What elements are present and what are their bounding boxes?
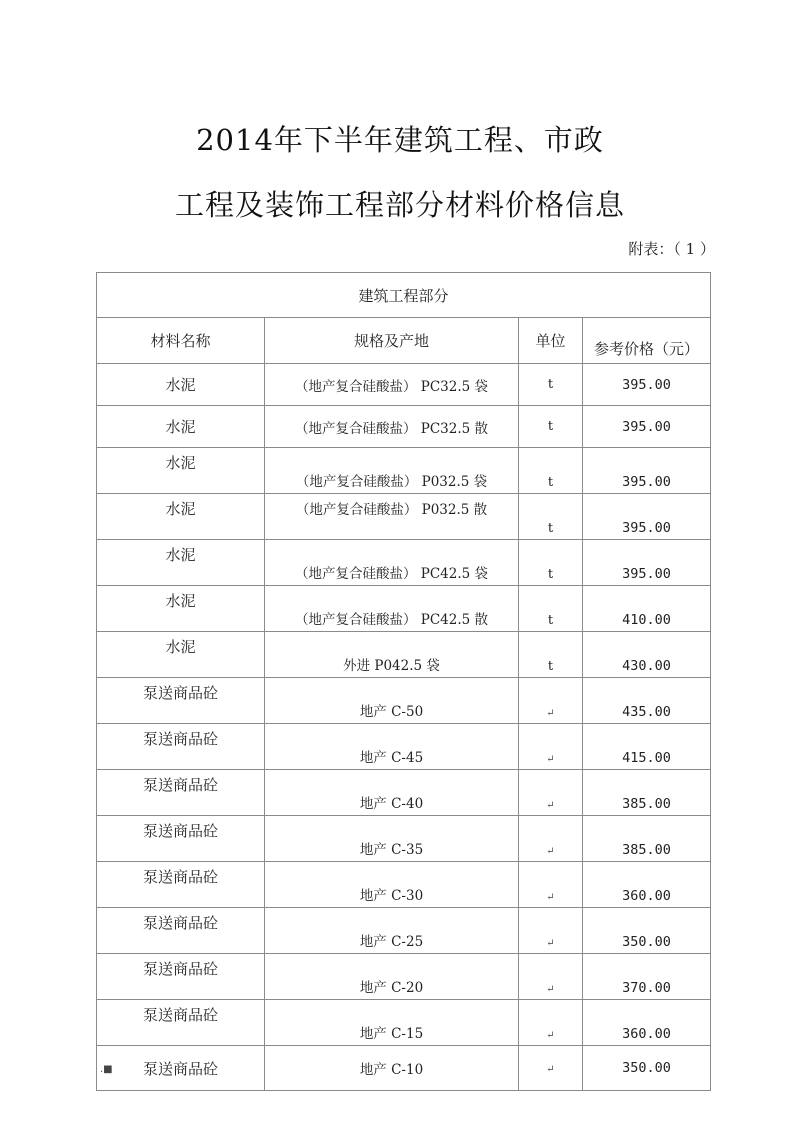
return-mark-icon: ↵ [546, 1063, 555, 1075]
cell-unit [519, 1046, 583, 1091]
cell-spec: 地产 C-15 [265, 1000, 519, 1046]
cell-unit [519, 770, 583, 816]
cell-unit [519, 1000, 583, 1046]
column-header-spec-origin: 规格及产地 [265, 318, 519, 364]
column-header-unit: 单位 [519, 318, 583, 364]
return-mark-icon: ↵ [546, 846, 555, 857]
table-row [97, 1046, 711, 1091]
cell-unit [519, 954, 583, 1000]
cell-material-name: 水泥 [97, 586, 265, 632]
table-row [97, 724, 711, 770]
cell-spec: 外进 P042.5 袋 [265, 632, 519, 678]
cell-price: 360.00 [583, 1000, 711, 1046]
cell-unit: t [519, 586, 583, 632]
cell-material-name: 泵送商品砼 [97, 862, 265, 908]
cell-spec: （地产复合硅酸盐） PC32.5 袋 [265, 364, 519, 406]
cell-unit: t [519, 406, 583, 448]
document-title-line-2: 工程及装饰工程部分材料价格信息 [174, 188, 625, 222]
cell-price: 350.00 [583, 1046, 711, 1091]
cell-spec: （地产复合硅酸盐） PC42.5 散 [265, 586, 519, 632]
cell-price: 415.00 [583, 724, 711, 770]
table-row [97, 448, 711, 494]
cell-material-name: 泵送商品砼 [97, 816, 265, 862]
section-title: 建筑工程部分 [97, 273, 711, 318]
cell-price: 395.00 [583, 540, 711, 586]
cell-material-name: 水泥 [97, 364, 265, 406]
return-mark-icon: ↵ [546, 892, 555, 903]
cell-spec: 地产 C-35 [265, 816, 519, 862]
cell-unit: t [519, 540, 583, 586]
cell-price: 385.00 [583, 770, 711, 816]
cell-material-name: 水泥 [97, 632, 265, 678]
column-header-material-name: 材料名称 [97, 318, 265, 364]
cell-spec: （地产复合硅酸盐） PC42.5 袋 [265, 540, 519, 586]
cell-spec: 地产 C-50 [265, 678, 519, 724]
cell-material-name: 水泥 [97, 448, 265, 494]
cell-price: 435.00 [583, 678, 711, 724]
table-row [97, 678, 711, 724]
cell-price: 395.00 [583, 364, 711, 406]
cell-price: 360.00 [583, 862, 711, 908]
cell-material-name: 水泥 [97, 406, 265, 448]
price-table [96, 272, 711, 1091]
cell-material-name: 水泥 [97, 540, 265, 586]
table-row [97, 586, 711, 632]
column-header-reference-price: 参考价格（元） [583, 318, 711, 364]
table-row [97, 364, 711, 406]
cell-material-name: 泵送商品砼 [97, 908, 265, 954]
cell-material-name: 泵送商品砼 [97, 678, 265, 724]
cell-spec: （地产复合硅酸盐） P032.5 袋 [265, 448, 519, 494]
return-mark-icon: ↵ [546, 984, 555, 995]
return-mark-icon: ↵ [546, 800, 555, 811]
table-row [97, 406, 711, 448]
cell-material-name: 泵送商品砼 [97, 954, 265, 1000]
cell-material-name: 水泥 [97, 494, 265, 540]
document-title-line-1: 2014年下半年建筑工程、市政 [196, 123, 604, 157]
cell-spec: 地产 C-45 [265, 724, 519, 770]
footer-mark: .■ [100, 1064, 113, 1075]
cell-unit [519, 862, 583, 908]
cell-spec: 地产 C-40 [265, 770, 519, 816]
table-header-row [97, 318, 711, 364]
table-row [97, 862, 711, 908]
table-row [97, 540, 711, 586]
cell-price: 395.00 [583, 494, 711, 540]
table-row [97, 816, 711, 862]
cell-unit [519, 724, 583, 770]
return-mark-icon: ↵ [546, 754, 555, 765]
table-row [97, 954, 711, 1000]
cell-price: 370.00 [583, 954, 711, 1000]
cell-spec: 地产 C-10 [265, 1046, 519, 1091]
cell-spec: 地产 C-30 [265, 862, 519, 908]
return-mark-icon: ↵ [546, 938, 555, 949]
cell-spec: （地产复合硅酸盐） PC32.5 散 [265, 406, 519, 448]
table-row [97, 632, 711, 678]
cell-price: 430.00 [583, 632, 711, 678]
cell-unit: t [519, 448, 583, 494]
appendix-label: 附表：（ 1 ） [628, 240, 715, 258]
return-mark-icon: ↵ [546, 1030, 555, 1041]
cell-unit: t [519, 364, 583, 406]
cell-price: 350.00 [583, 908, 711, 954]
cell-unit [519, 678, 583, 724]
cell-unit: t [519, 494, 583, 540]
cell-unit: t [519, 632, 583, 678]
cell-price: 395.00 [583, 406, 711, 448]
cell-unit [519, 908, 583, 954]
cell-price: 410.00 [583, 586, 711, 632]
section-title-row [97, 273, 711, 318]
cell-spec: 地产 C-25 [265, 908, 519, 954]
table-row [97, 494, 711, 540]
cell-material-name: 泵送商品砼 [97, 770, 265, 816]
cell-material-name: 泵送商品砼 [97, 1000, 265, 1046]
cell-price: 385.00 [583, 816, 711, 862]
return-mark-icon: ↵ [546, 708, 555, 719]
cell-unit [519, 816, 583, 862]
cell-price: 395.00 [583, 448, 711, 494]
table-row [97, 1000, 711, 1046]
cell-spec: 地产 C-20 [265, 954, 519, 1000]
cell-spec: （地产复合硅酸盐） P032.5 散 [265, 494, 519, 540]
table-row [97, 908, 711, 954]
cell-material-name: 泵送商品砼 [97, 1046, 265, 1091]
cell-material-name: 泵送商品砼 [97, 724, 265, 770]
table-row [97, 770, 711, 816]
